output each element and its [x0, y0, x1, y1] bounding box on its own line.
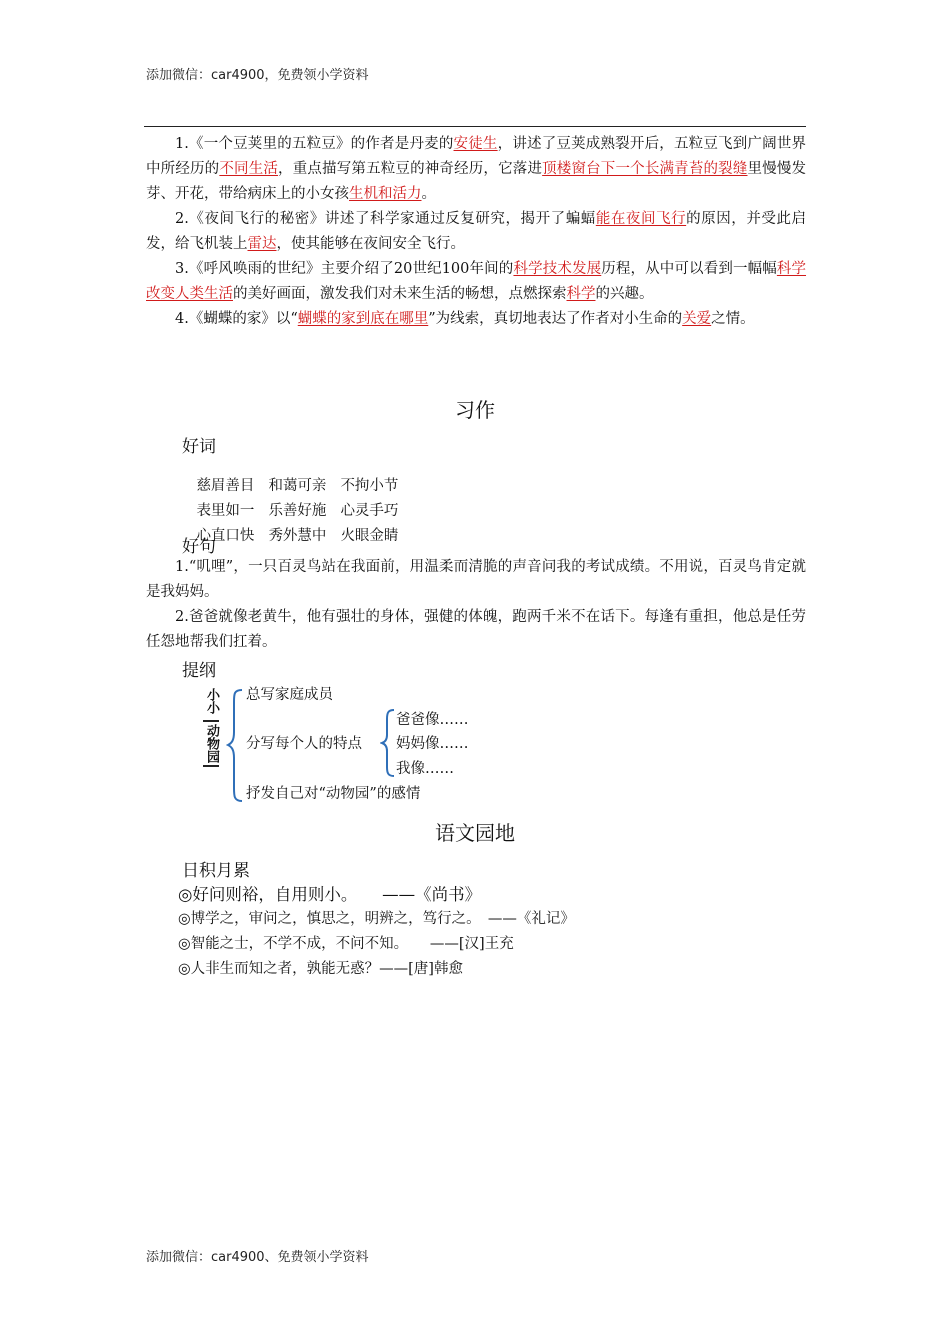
header-divider — [144, 126, 806, 127]
answer-highlight: 雷达 — [247, 236, 277, 252]
outline-sub-item: 妈妈像…… — [396, 736, 469, 752]
quote-line: ◎好问则裕，自用则小。 ——《尚书》 — [178, 885, 482, 904]
outline-heading: 提纲 — [182, 661, 216, 681]
good-words-row: 心直口快 秀外慧中 火眼金睛 — [196, 528, 399, 544]
section-title-writing: 习作 — [455, 398, 495, 422]
answer-highlight: 科学技术发展 — [513, 261, 602, 277]
answer-highlight: 不同生活 — [219, 161, 279, 177]
answer-highlight: 科学 — [566, 286, 596, 302]
answer-highlight: 蝴蝶的家到底在哪里 — [297, 311, 429, 327]
outline-item: 总写家庭成员 — [246, 687, 333, 703]
outline-title-label: 小小 动物园 — [200, 688, 222, 772]
answer-highlight: 关爱 — [682, 311, 712, 327]
outline-item: 分写每个人的特点 — [246, 736, 362, 752]
header-note: 添加微信：car4900，免费领小学资料 — [146, 68, 369, 83]
daily-accumulation-heading: 日积月累 — [182, 861, 250, 881]
answer-highlight: 安徒生 — [453, 136, 498, 152]
outline-brace-main — [226, 688, 248, 804]
answer-highlight: 生机和活力 — [349, 186, 422, 202]
summary-paragraph: 2.《夜间飞行的秘密》讲述了科学家通过反复研究，揭开了蝙蝠能在夜间飞行的原因，并受此启发，给飞机装上雷达，使其能够在夜间安全飞行。 — [146, 211, 807, 252]
summary-paragraph: 4.《蝴蝶的家》以“蝴蝶的家到底在哪里”为线索，真切地表达了作者对小生命的关爱之情。 — [175, 311, 755, 327]
quote-line: ◎智能之士，不学不成，不问不知。 ——[汉]王充 — [178, 936, 514, 952]
outline-sub-item: 爸爸像…… — [396, 712, 469, 728]
footer-note: 添加微信：car4900、免费领小学资料 — [146, 1250, 369, 1265]
summary-paragraph: 3.《呼风唤雨的世纪》主要介绍了20世纪100年间的科学技术发展历程，从中可以看到一幅幅科学改变人类生活的美好画面，激发我们对未来生活的畅想，点燃探索科学的兴趣。 — [146, 261, 807, 302]
good-words-heading: 好词 — [182, 437, 216, 457]
outline-item: 抒发自己对“动物园”的感情 — [246, 786, 421, 802]
answer-highlight: 科学改变人类生活 — [146, 261, 807, 302]
good-sentence: 2.爸爸就像老黄牛，他有强壮的身体，强健的体魄，跑两千米不在话下。每逢有重担，他总是任劳任怨地帮我们扛着。 — [146, 609, 806, 650]
lesson-summary — [146, 132, 806, 332]
good-sentence: 1.“叽哩”，一只百灵鸟站在我面前，用温柔而清脆的声音问我的考试成绩。不用说，百灵鸟肯定就是我妈妈。 — [146, 559, 806, 600]
good-sentences-heading: 好句 — [182, 537, 216, 557]
good-words-row: 慈眉善目 和蔼可亲 不拘小节 — [196, 478, 399, 494]
quote-line: ◎人非生而知之者，孰能无惑？——[唐]韩愈 — [178, 961, 463, 977]
outline-sub-item: 我像…… — [396, 761, 454, 777]
answer-highlight: 顶楼窗台下一个长满青苔的裂缝 — [542, 161, 748, 177]
answer-highlight: 能在夜间飞行 — [595, 211, 687, 227]
section-title-garden: 语文园地 — [435, 821, 515, 845]
quote-line: ◎博学之，审问之，慎思之，明辨之，笃行之。 ——《礼记》 — [178, 911, 575, 927]
summary-paragraph: 1.《一个豆荚里的五粒豆》的作者是丹麦的安徒生，讲述了豆荚成熟裂开后，五粒豆飞到广阔世界中所经历的不同生活，重点描写第五粒豆的神奇经历，它落进顶楼窗台下一个长满青苔的裂缝里慢慢发芽、开花，带给病床上的小女孩生机和活力。 — [146, 136, 807, 202]
good-words-row: 表里如一 乐善好施 心灵手巧 — [196, 503, 399, 519]
